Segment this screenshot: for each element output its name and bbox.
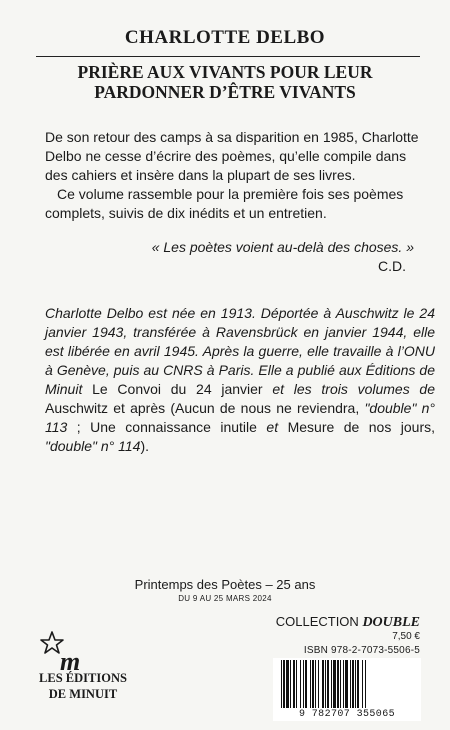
bio-book-title-aucun: (Aucun de nous ne reviendra, — [170, 400, 360, 416]
event-dates: DU 9 AU 25 MARS 2024 — [178, 594, 272, 603]
book-title-line-2: PARDONNER D’ÊTRE VIVANTS — [94, 82, 356, 102]
price: 7,50 € — [392, 631, 420, 642]
bio-text-1: Charlotte Delbo est née en 1913. Déportée à Auschwitz le 24 janvier 1943, transférée à Ravensbrück en janvier 1944, elle est libérée en avril 1945. Après la guerre, elle travaille à l’ONU à Genève, puis au CNRS à Paris. Elle a publié aux Éditions de Minuit — [45, 305, 435, 397]
barcode-bars — [281, 660, 413, 708]
bio-collection-ref-113: "double" n° 113 — [45, 400, 435, 435]
collection-prefix: COLLECTION — [275, 614, 359, 629]
publisher-line-1: LES ÉDITIONS — [39, 671, 127, 685]
svg-text:m: m — [60, 647, 81, 672]
epigraph-signature: C.D. — [378, 258, 406, 274]
title-divider — [36, 56, 420, 57]
bio-book-title-auschwitz: Auschwitz et après — [45, 400, 166, 416]
collection-name: DOUBLE — [362, 615, 420, 630]
publisher-name — [28, 670, 138, 702]
epigraph-text: « Les poètes voient au-delà des choses. » — [151, 239, 414, 255]
book-title — [0, 62, 450, 102]
book-title-line-1: PRIÈRE AUX VIVANTS POUR LEUR — [77, 62, 373, 82]
bio-text-end: ). — [140, 438, 150, 454]
bio-text-3: et — [266, 419, 279, 435]
barcode-digits: 9 782707 355065 — [273, 709, 421, 721]
blurb — [45, 128, 429, 223]
collection-label — [276, 614, 420, 631]
event-mention — [0, 577, 450, 605]
bio-book-title-mesure: Mesure de nos jours, — [287, 419, 436, 435]
bio-book-title-connaissance: ; Une connaissance inutile — [76, 419, 257, 435]
blurb-paragraph-2: Ce volume rassemble pour la première fois ses poèmes complets, suivis de dix inédits et un entretien. — [45, 186, 404, 221]
blurb-paragraph-1: De son retour des camps à sa disparition en 1985, Charlotte Delbo ne cesse d’écrire des poèmes, qu’elle compile dans des cahiers et insère dans la plupart de ses livres. — [45, 129, 419, 183]
barcode — [273, 658, 421, 721]
event-title: Printemps des Poètes – 25 ans — [134, 577, 316, 592]
bio-book-title-convoi: Le Convoi du 24 janvier — [92, 381, 263, 397]
publisher-line-2: DE MINUIT — [48, 687, 118, 701]
epigraph — [152, 238, 414, 276]
bio-text-2: et les trois volumes de — [272, 381, 436, 397]
author-name: CHARLOTTE DELBO — [124, 27, 326, 48]
bio-collection-ref-114: "double" n° 114 — [45, 438, 141, 454]
isbn: ISBN 978-2-7073-5506-5 — [303, 645, 420, 656]
author-bio — [45, 304, 435, 456]
